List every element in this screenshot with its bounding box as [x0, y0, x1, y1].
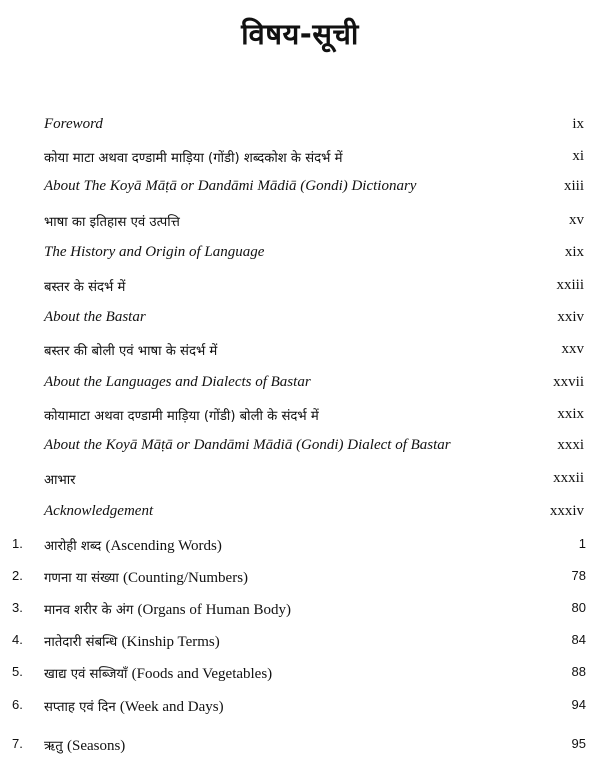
chapter-title-hindi: सप्ताह एवं दिन [44, 700, 116, 715]
toc-page-number: ix [572, 116, 584, 132]
chapter-title-english: (Seasons) [66, 738, 126, 754]
toc-row [0, 148, 600, 174]
chapter-number: 6. [12, 697, 23, 712]
chapter-title-hindi: मानव शरीर के अंग [44, 603, 134, 618]
toc-entry-text: About The Koyā Māṭā or Dandāmi Mādiā (Gondi) Dictionary [44, 178, 417, 194]
toc-entry-text: Acknowledgement [44, 503, 154, 519]
toc-row [0, 406, 600, 432]
toc-page-number: xxiii [556, 277, 584, 293]
toc-entry-text: कोया माटा अथवा दण्डामी माड़िया (गोंडी) शब्दकोश के संदर्भ में [44, 151, 343, 166]
chapter-page-number: 1 [578, 536, 586, 551]
chapter-title-english: (Organs of Human Body) [137, 602, 291, 618]
toc-row [0, 277, 600, 303]
chapter-title-english: (Kinship Terms) [121, 634, 220, 650]
chapter-title-hindi: आरोही शब्द [44, 539, 102, 554]
toc-page-number: xv [569, 212, 584, 228]
toc-page-number: xxxiv [549, 503, 584, 519]
toc-entry-text: About the Languages and Dialects of Bastar [44, 374, 311, 390]
chapter-number: 2. [12, 568, 23, 583]
chapter-title-english: (Week and Days) [119, 699, 224, 715]
chapter-title-hindi: नातेदारी संबन्धि [44, 635, 118, 650]
toc-entry-text: About the Bastar [44, 309, 146, 325]
chapter-number: 7. [12, 736, 23, 751]
toc-entry-text: आभार [44, 473, 76, 488]
chapter-title [44, 697, 224, 716]
toc-row [0, 437, 600, 463]
toc-page-number: xxv [561, 341, 584, 357]
chapter-row [0, 536, 600, 562]
toc-page-number: xxxi [557, 437, 584, 453]
chapter-number: 4. [12, 632, 23, 647]
chapter-title [44, 664, 272, 683]
chapter-title-hindi: खाद्य एवं सब्जियाँ [44, 667, 128, 682]
chapter-number: 1. [12, 536, 23, 551]
chapter-row [0, 697, 600, 723]
chapter-title [44, 600, 291, 619]
page-title: विषय-सूची [241, 17, 359, 51]
toc-page-number: xxxii [553, 470, 584, 486]
chapter-page-number: 95 [571, 736, 586, 751]
toc-page-number: xiii [563, 178, 584, 194]
toc-page-number: xxvii [553, 374, 584, 390]
chapter-page-number: 78 [571, 568, 586, 583]
chapter-row [0, 632, 600, 658]
chapter-title-hindi: गणना या संख्या [44, 571, 119, 586]
toc-page-number: xxix [557, 406, 584, 422]
toc-entry-text: About the Koyā Māṭā or Dandāmi Mādiā (Gondi) Dialect of Bastar [44, 437, 451, 453]
chapter-row [0, 664, 600, 690]
toc-page-number: xxiv [557, 309, 584, 325]
toc-row [0, 178, 600, 204]
toc-page-number: xi [572, 148, 584, 164]
toc-entry-text: भाषा का इतिहास एवं उत्पत्ति [44, 215, 180, 230]
toc-row [0, 116, 600, 142]
chapter-title [44, 568, 248, 587]
toc-page-number: xix [564, 244, 584, 260]
toc-entry-text: बस्तर के संदर्भ में [44, 280, 126, 295]
toc-entry-text: The History and Origin of Language [44, 244, 265, 260]
chapter-row [0, 736, 600, 762]
chapter-title [44, 536, 222, 555]
chapter-title [44, 736, 125, 755]
toc-entry-text: कोयामाटा अथवा दण्डामी माड़िया (गोंडी) बोली के संदर्भ में [44, 409, 319, 424]
toc-row [0, 503, 600, 529]
chapter-title-english: (Counting/Numbers) [123, 570, 249, 586]
toc-row [0, 470, 600, 496]
toc-row [0, 212, 600, 238]
toc-entry-text: Foreword [44, 116, 103, 132]
chapter-row [0, 600, 600, 626]
chapter-title-english: (Foods and Vegetables) [131, 666, 273, 682]
chapter-page-number: 94 [571, 697, 586, 712]
chapter-number: 5. [12, 664, 23, 679]
chapter-title-english: (Ascending Words) [105, 538, 222, 554]
toc-row [0, 341, 600, 367]
toc-entry-text: बस्तर की बोली एवं भाषा के संदर्भ में [44, 344, 218, 359]
chapter-title [44, 632, 220, 651]
chapter-number: 3. [12, 600, 23, 615]
chapter-page-number: 84 [571, 632, 586, 647]
chapter-row [0, 568, 600, 594]
chapter-page-number: 88 [571, 664, 586, 679]
chapter-title-hindi: ऋतु [44, 739, 63, 754]
toc-row [0, 244, 600, 270]
toc-row [0, 374, 600, 400]
toc-row [0, 309, 600, 335]
chapter-page-number: 80 [571, 600, 586, 615]
